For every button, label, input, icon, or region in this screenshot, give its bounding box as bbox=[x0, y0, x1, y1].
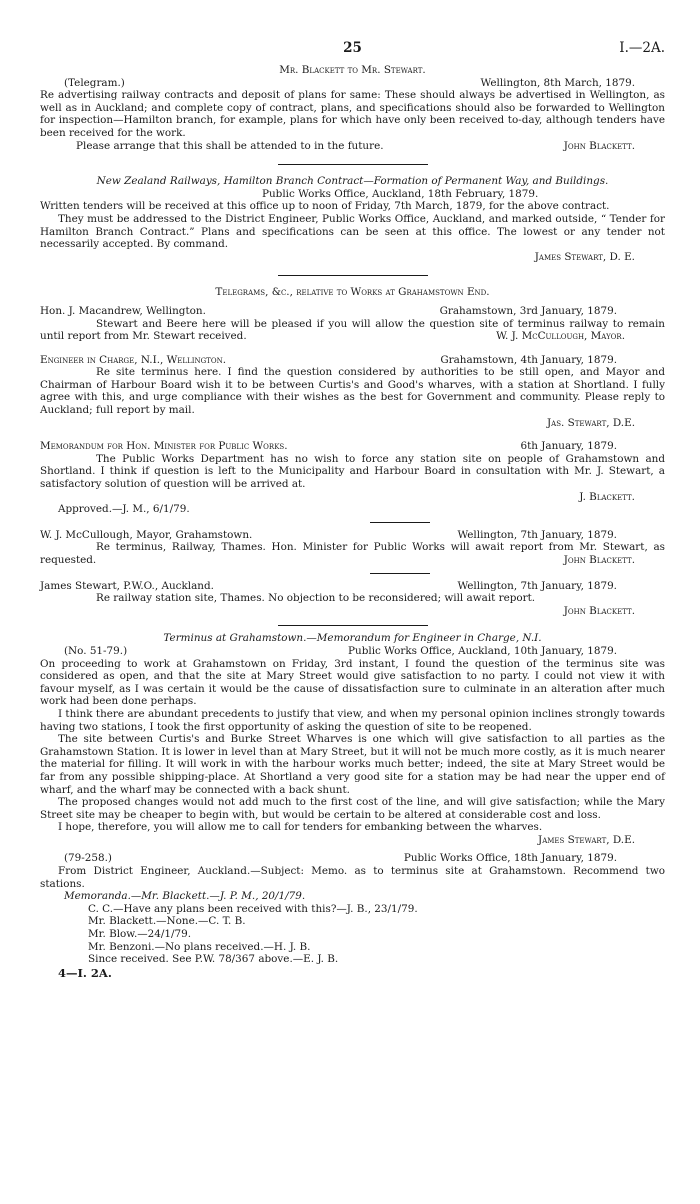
closing-line bbox=[40, 140, 665, 153]
paragraph: On proceeding to work at Grahamstown on Friday, 3rd instant, I found the question of the terminus site was considered as open, and that the site at Mary Street would give satisfaction to no party. I could not view it with favour myself, as I was certain it would be the cause of dissatisfaction sure to culminate in an alteration after much work had been done perhaps. bbox=[40, 657, 665, 708]
letter-meta bbox=[40, 77, 665, 90]
letter-place-date: Wellington, 7th January, 1879. bbox=[457, 579, 617, 592]
paragraph: Stewart and Beere here will be pleased if you will allow the question site of terminus railway to remain until report from Mr. Stewart received. bbox=[40, 317, 665, 343]
paragraph: From District Engineer, Auckland.—Subject: Memo. as to terminus site at Grahamstown. Recommend two stations. bbox=[40, 865, 665, 890]
signature: John Blackett. bbox=[563, 554, 635, 566]
memo-line: Memoranda.—Mr. Blackett.—J. P. M., 20/1/79. bbox=[64, 890, 306, 903]
document-page bbox=[40, 42, 665, 979]
memo-line: Mr. Blackett.—None.—C. T. B. bbox=[88, 915, 246, 928]
section-heading: New Zealand Railways, Hamilton Branch Contract—Formation of Permanent Way, and Buildings. bbox=[96, 175, 609, 188]
letter-place-date: Public Works Office, Auckland, 18th February, 1879. bbox=[262, 187, 539, 200]
signature: John Blackett. bbox=[563, 139, 635, 152]
section-heading: Terminus at Grahamstown.—Memorandum for Engineer in Charge, N.I. bbox=[163, 632, 542, 645]
section-divider bbox=[278, 164, 428, 165]
page-header bbox=[40, 42, 665, 64]
section-divider bbox=[370, 573, 430, 574]
letter-place-date: Public Works Office, 18th January, 1879. bbox=[403, 852, 617, 865]
letter-place-date: Public Works Office, Auckland, 10th January, 1879. bbox=[348, 644, 617, 657]
letter-meta bbox=[40, 305, 665, 318]
paragraph: Re terminus, Railway, Thames. Hon. Minister for Public Works will await report from Mr. Stewart, as requested. bbox=[40, 541, 665, 566]
paragraph: Re site terminus here. I find the question considered by authorities to be still open, and Mayor and Chairman of Harbour Board wish it to be between Curtis's and Good's wharves, with a station at Shortland. I fully agree with this, and urge compliance with their wishes as the best for Government and community. Please reply to Auckland; full report by mail. bbox=[40, 366, 665, 417]
paragraph: I think there are abundant precedents to justify that view, and when my personal opinion inclines strongly towards having two stations, I took the first opportunity of asking the question of site to be reopened. bbox=[40, 707, 665, 733]
memo-line: C. C.—Have any plans been received with this?—J. B., 23/1/79. bbox=[88, 902, 418, 915]
letter-place-date: Wellington, 7th January, 1879. bbox=[457, 528, 617, 541]
addressee: Engineer in Charge, N.I., Wellington. bbox=[40, 353, 227, 366]
paragraph: They must be addressed to the District Engineer, Public Works Office, Auckland, and marked outside, “ Tender for Hamilton Branch Contract.” Plans and specifications can be seen at this office. The lowest or any tender not necessarily accepted. By command. bbox=[40, 212, 665, 251]
letter-meta bbox=[40, 852, 665, 865]
paragraph: The proposed changes would not add much to the first cost of the line, and will give satisfaction; while the Mary Street site may be cheaper to begin with, but would be certain to be altered at considerable cost and loss. bbox=[40, 796, 665, 821]
document-number: (79-258.) bbox=[64, 852, 112, 865]
memo-line: Mr. Benzoni.—No plans received.—H. J. B. bbox=[88, 940, 311, 953]
document-reference: I.—2A. bbox=[619, 40, 665, 56]
document-number: (No. 51-79.) bbox=[64, 644, 128, 657]
signature: James Stewart, D. E. bbox=[534, 250, 635, 263]
paragraph: Re railway station site, Thames. No objection to be reconsidered; will await report. bbox=[96, 592, 536, 605]
memo-line: Mr. Blow.—24/1/79. bbox=[88, 928, 191, 941]
signature: Jas. Stewart, D.E. bbox=[547, 416, 635, 429]
letter-place-date: 6th January, 1879. bbox=[520, 440, 617, 453]
signature: John Blackett. bbox=[563, 604, 635, 617]
letter-place-date: Grahamstown, 3rd January, 1879. bbox=[439, 304, 617, 317]
page-number: 25 bbox=[343, 40, 362, 56]
section-divider bbox=[370, 522, 430, 523]
letter-meta bbox=[40, 645, 665, 658]
addressee: Memorandum for Hon. Minister for Public Works. bbox=[40, 440, 288, 453]
paragraph: The Public Works Department has no wish to force any station site on people of Grahamstown and Shortland. I think if question is left to the Municipality and Harbour Board in consultation with Mr. J. Stewart, a satisfactory solution of question will be arrived at. bbox=[40, 452, 665, 491]
letter-place-date: Wellington, 8th March, 1879. bbox=[480, 76, 635, 89]
letter-meta bbox=[40, 354, 665, 367]
paragraph: Written tenders will be received at this office up to noon of Friday, 7th March, 1879, for the above contract. bbox=[40, 200, 610, 213]
letter-meta bbox=[40, 440, 665, 453]
approval-note: Approved.—J. M., 6/1/79. bbox=[58, 503, 190, 516]
addressee: Hon. J. Macandrew, Wellington. bbox=[40, 304, 206, 317]
section-divider bbox=[278, 275, 428, 276]
addressee: James Stewart, P.W.O., Auckland. bbox=[40, 579, 214, 592]
paragraph: I hope, therefore, you will allow me to call for tenders for embanking between the wharves. bbox=[58, 821, 543, 834]
paragraph: Please arrange that this shall be attended to in the future. bbox=[76, 139, 384, 152]
letter-place-date: Grahamstown, 4th January, 1879. bbox=[440, 353, 617, 366]
letter-heading: Mr. Blackett to Mr. Stewart. bbox=[279, 64, 426, 76]
section-divider bbox=[278, 625, 428, 626]
signature: W. J. McCullough, Mayor. bbox=[496, 330, 625, 343]
memo-line: Since received. See P.W. 78/367 above.—E. J. B. bbox=[88, 953, 339, 966]
signature: J. Blackett. bbox=[579, 490, 635, 503]
letter-type: (Telegram.) bbox=[64, 76, 125, 89]
letter-meta bbox=[40, 580, 665, 593]
letter-meta bbox=[40, 529, 665, 542]
addressee: W. J. McCullough, Mayor, Grahamstown. bbox=[40, 528, 253, 541]
paragraph: The site between Curtis's and Burke Street Wharves is one which will give satisfaction to all parties as the Grahamstown Station. It is lower in level than at Mary Street, but it will not be much more costly, as it is much nearer the material for filling. It will work in with the harbour works much better; indeed, the site at Mary Street would be far from any possible shipping-place. At Shortland a very good site for a station may be had near the upper end of wharf, and the wharf may be connected with a back shunt. bbox=[40, 733, 665, 796]
signature-mark: 4—I. 2A. bbox=[58, 965, 112, 980]
signature: James Stewart, D.E. bbox=[538, 833, 635, 846]
paragraph: Re advertising railway contracts and deposit of plans for same: These should always be advertised in Wellington, as well as in Auckland; and complete copy of contract, plans, and specifications should also be forwarded to Wellington for inspection—Hamilton branch, for example, plans for which have only been received to-day, although tenders have been received for the work. bbox=[40, 89, 665, 139]
section-heading: Telegrams, &c., relative to Works at Grahamstown End. bbox=[215, 286, 490, 299]
